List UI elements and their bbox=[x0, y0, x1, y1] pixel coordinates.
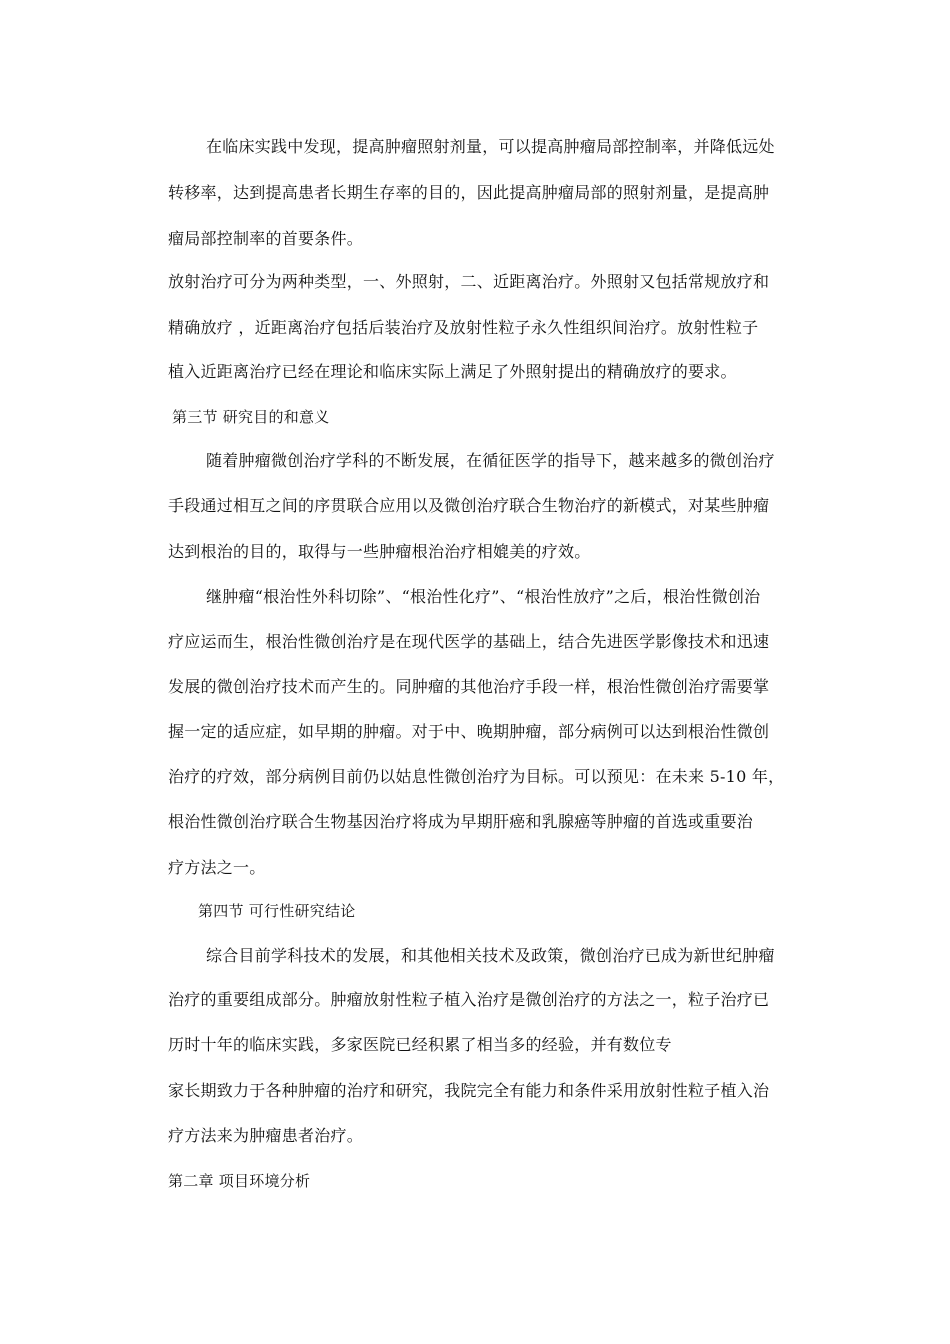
section-4-p1-line-3: 历时十年的临床实践，多家医院已经积累了相当多的经验，并有数位专 bbox=[168, 1035, 672, 1054]
intro-line-3: 瘤局部控制率的首要条件。 bbox=[168, 229, 364, 248]
section-3-p2-line-2: 疗应运而生，根治性微创治疗是在现代医学的基础上，结合先进医学影像技术和迅速 bbox=[168, 632, 770, 651]
radiotherapy-line-2: 精确放疗 ，近距离治疗包括后装治疗及放射性粒子永久性组织间治疗。放射性粒子 bbox=[168, 318, 759, 337]
section-3-p2-line-4: 握一定的适应症，如早期的肿瘤。对于中、晚期肿瘤，部分病例可以达到根治性微创 bbox=[168, 722, 770, 741]
section-3-p1-line-3: 达到根治的目的，取得与一些肿瘤根治治疗相媲美的疗效。 bbox=[168, 542, 591, 561]
section-3-p2-line-7: 疗方法之一。 bbox=[168, 858, 266, 877]
intro-line-2: 转移率，达到提高患者长期生存率的目的，因此提高肿瘤局部的照射剂量，是提高肿 bbox=[168, 183, 770, 202]
section-3-p2-line-1: 继肿瘤“根治性外科切除”、“根治性化疗”、“根治性放疗”之后，根治性微创治 bbox=[206, 587, 761, 606]
section-3-p2-line-6: 根治性微创治疗联合生物基因治疗将成为早期肝癌和乳腺癌等肿瘤的首选或重要治 bbox=[168, 812, 754, 831]
chapter-2-heading: 第二章 项目环境分析 bbox=[168, 1172, 311, 1190]
section-4-p1-line-2: 治疗的重要组成部分。肿瘤放射性粒子植入治疗是微创治疗的方法之一，粒子治疗已 bbox=[168, 990, 770, 1009]
section-4-heading: 第四节 可行性研究结论 bbox=[198, 902, 356, 920]
section-3-heading: 第三节 研究目的和意义 bbox=[172, 408, 330, 426]
radiotherapy-line-1: 放射治疗可分为两种类型，一、外照射，二、近距离治疗。外照射又包括常规放疗和 bbox=[168, 272, 770, 291]
section-4-p1-line-5: 疗方法来为肿瘤患者治疗。 bbox=[168, 1126, 364, 1145]
section-3-p2-line-5: 治疗的疗效，部分病例目前仍以姑息性微创治疗为目标。可以预见：在未来 5-10 年， bbox=[168, 767, 785, 786]
radiotherapy-line-3: 植入近距离治疗已经在理论和临床实际上满足了外照射提出的精确放疗的要求。 bbox=[168, 362, 737, 381]
intro-line-1: 在临床实践中发现，提高肿瘤照射剂量，可以提高肿瘤局部控制率，并降低远处 bbox=[206, 137, 775, 156]
section-4-p1-line-4: 家长期致力于各种肿瘤的治疗和研究，我院完全有能力和条件采用放射性粒子植入治 bbox=[168, 1081, 770, 1100]
section-4-p1-line-1: 综合目前学科技术的发展，和其他相关技术及政策，微创治疗已成为新世纪肿瘤 bbox=[206, 946, 775, 965]
section-3-p1-line-1: 随着肿瘤微创治疗学科的不断发展，在循征医学的指导下，越来越多的微创治疗 bbox=[206, 451, 775, 470]
section-3-p2-line-3: 发展的微创治疗技术而产生的。同肿瘤的其他治疗手段一样，根治性微创治疗需要掌 bbox=[168, 677, 770, 696]
section-3-p1-line-2: 手段通过相互之间的序贯联合应用以及微创治疗联合生物治疗的新模式，对某些肿瘤 bbox=[168, 496, 770, 515]
